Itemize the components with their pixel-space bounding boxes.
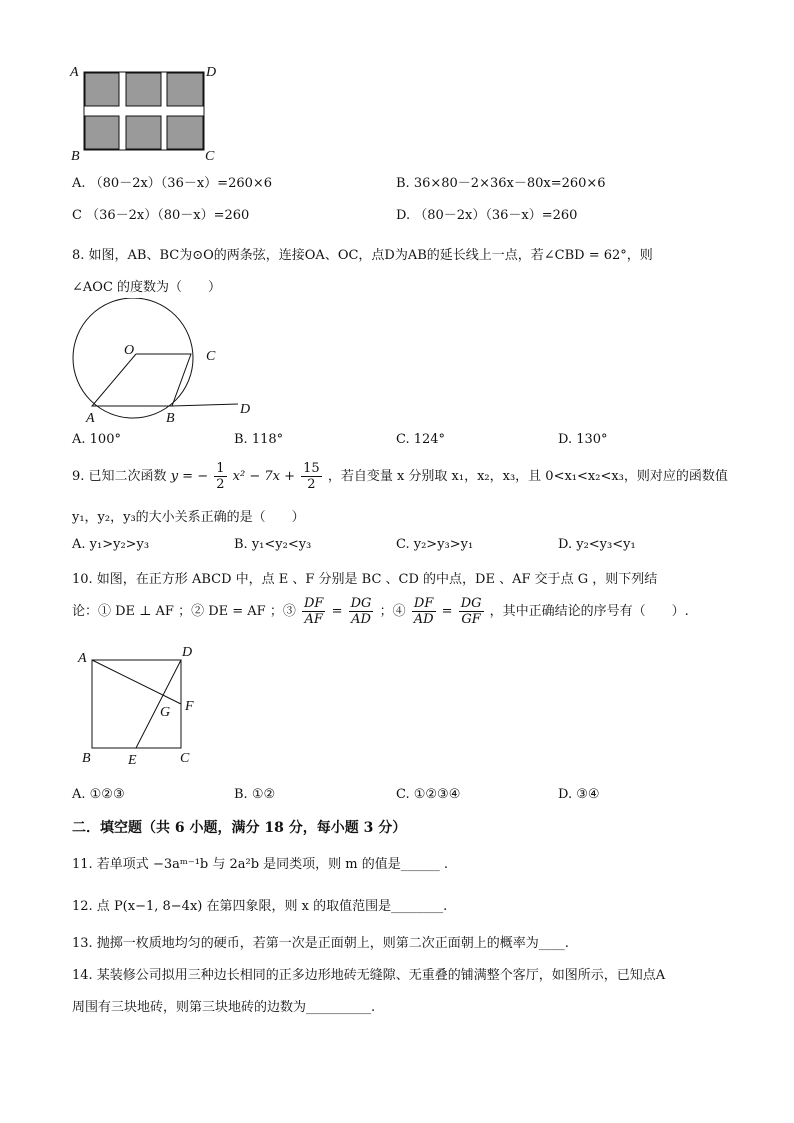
- q9-suffix: ，若自变量 x 分别取 x₁，x₂，x₃，且 0<x₁<x₂<x₃，则对应的函数值: [327, 469, 728, 484]
- garden-figure: [68, 60, 228, 164]
- q9-fraction-half: $\frac{1}{2}$: [216, 461, 225, 492]
- q10-fraction-df-ad: $\frac{DF}{AD}$: [413, 596, 434, 627]
- q9-line-1: [72, 460, 728, 494]
- plot-5: [126, 116, 161, 149]
- q8-line-1: 8. 如图，AB、BC为⊙O的两条弦，连接OA、OC，点D为AB的延长线上一点，若∠CBD = 62°，则: [72, 248, 653, 263]
- circle-figure: [66, 298, 266, 428]
- plot-1: [85, 73, 119, 106]
- q8-option-a: A. 100°: [72, 432, 121, 447]
- label-f: F: [185, 699, 194, 714]
- label-b: B: [71, 149, 80, 164]
- label-o: O: [124, 343, 135, 358]
- q8-option-b: B. 118°: [234, 432, 284, 447]
- plot-4: [85, 116, 119, 149]
- q10-part-b: ；④: [379, 604, 406, 619]
- label-d: D: [240, 402, 251, 417]
- label-a: A: [78, 651, 87, 666]
- q10-part-a: 论：① DE ⊥ AF ；② DE = AF ；③: [72, 604, 296, 619]
- plot-3: [167, 73, 203, 106]
- q10-option-a: A. ①②③: [72, 787, 125, 802]
- label-a: A: [86, 411, 95, 426]
- q8-option-d: D. 130°: [558, 432, 608, 447]
- q10-equals-1: =: [331, 604, 343, 619]
- label-g: G: [160, 705, 171, 720]
- q8-line-2: ∠AOC 的度数为（ ）: [72, 280, 222, 295]
- q7-option-c: C （36－2x）（80－x）=260: [72, 208, 250, 223]
- section-2-title: 二．填空题（共 6 小题，满分 18 分，每小题 3 分）: [72, 820, 407, 836]
- q9-option-a: A. y₁>y₂>y₃: [72, 537, 150, 552]
- q7-option-b: B. 36×80－2×36x－80x=260×6: [396, 176, 606, 191]
- q13-text: 13. 抛掷一枚质地均匀的硬币，若第一次是正面朝上，则第二次正面朝上的概率为____.: [72, 936, 569, 951]
- label-b: B: [82, 751, 91, 766]
- q9-option-c: C. y₂>y₃>y₁: [396, 537, 474, 552]
- q9-y-eq: y = −: [170, 469, 209, 484]
- label-a: A: [70, 65, 79, 80]
- label-c: C: [205, 149, 215, 164]
- label-e: E: [128, 753, 137, 768]
- q14-line-1: 14. 某装修公司拟用三种边长相同的正多边形地砖无缝隙、无重叠的铺满整个客厅，如图所示，已知点A: [72, 968, 666, 983]
- q10-equals-2: =: [441, 604, 453, 619]
- q9-prefix: 9. 已知二次函数: [72, 469, 167, 484]
- q10-fraction-dg-ad: $\frac{DG}{AD}$: [350, 596, 372, 627]
- q11-text: 11. 若单项式 −3aᵐ⁻¹b 与 2a²b 是同类项，则 m 的值是______ .: [72, 857, 449, 872]
- q9-line-2: y₁，y₂，y₃的大小关系正确的是（ ）: [72, 510, 305, 525]
- plot-6: [167, 116, 203, 149]
- q10-fraction-dg-gf: $\frac{DG}{GF}$: [460, 596, 482, 627]
- q9-middle: x² − 7x +: [232, 469, 295, 484]
- q10-option-d: D. ③④: [558, 787, 600, 802]
- q10-line-2: [72, 592, 689, 632]
- q9-option-d: D. y₂<y₃<y₁: [558, 537, 636, 552]
- q10-line-1: 10. 如图，在正方形 ABCD 中，点 E 、F 分别是 BC 、CD 的中点，DE 、AF 交于点 G ，则下列结: [72, 572, 658, 587]
- label-d: D: [206, 65, 217, 80]
- label-b: B: [166, 411, 175, 426]
- q9-option-b: B. y₁<y₂<y₃: [234, 537, 312, 552]
- square-figure: [72, 640, 212, 770]
- plot-2: [126, 73, 161, 106]
- q10-option-b: B. ①②: [234, 787, 276, 802]
- label-c: C: [180, 751, 190, 766]
- q14-line-2: 周围有三块地砖，则第三块地砖的边数为__________.: [72, 1000, 376, 1015]
- label-d: D: [182, 645, 193, 660]
- q12-text: 12. 点 P(x−1, 8−4x) 在第四象限，则 x 的取值范围是________.: [72, 899, 448, 914]
- q10-option-c: C. ①②③④: [396, 787, 461, 802]
- label-c: C: [206, 349, 216, 364]
- q7-option-d: D. （80－2x）（36－x）=260: [396, 208, 578, 223]
- q8-option-c: C. 124°: [396, 432, 446, 447]
- q9-fraction-15-2: $\frac{15}{2}$: [303, 461, 320, 492]
- q10-fraction-df-af: $\frac{DF}{AF}$: [303, 596, 324, 627]
- q10-part-c: ，其中正确结论的序号有（ ）.: [489, 604, 689, 619]
- q7-option-a: A. （80－2x）（36－x）=260×6: [72, 176, 273, 191]
